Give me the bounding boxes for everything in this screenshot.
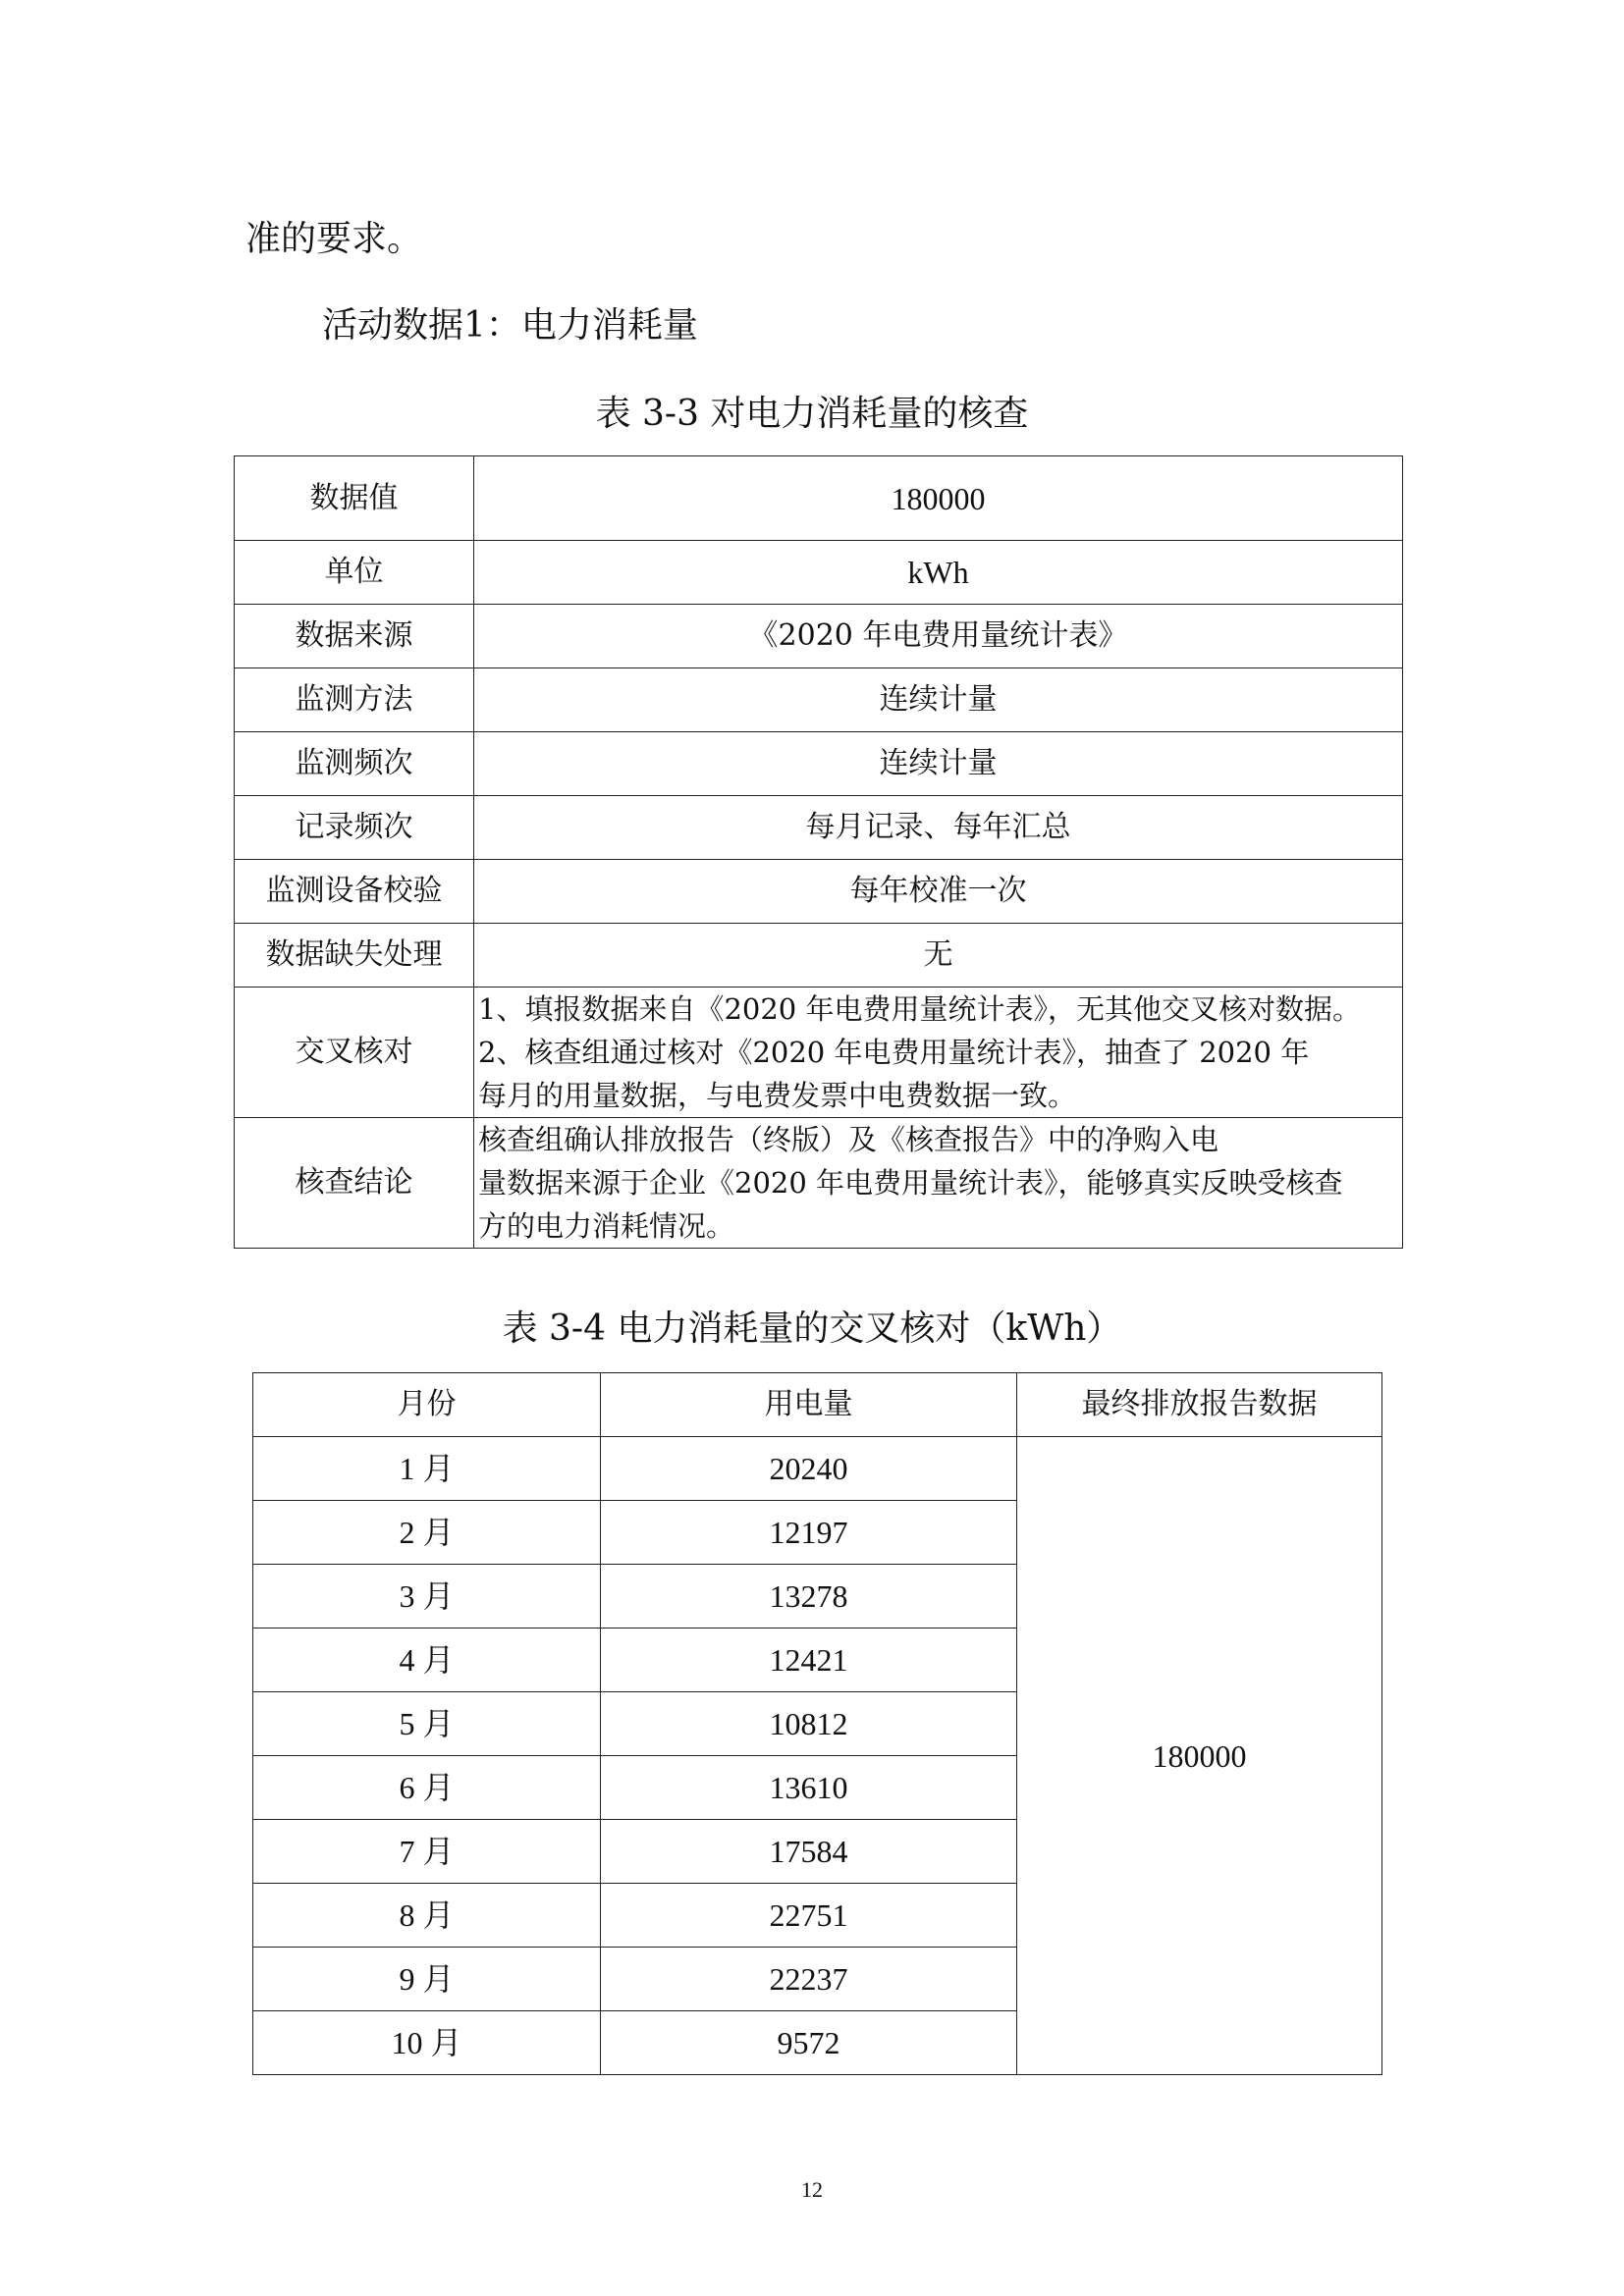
month-cell: 5 月 xyxy=(253,1692,601,1756)
table-header-row xyxy=(253,1373,1382,1437)
month-cell: 3 月 xyxy=(253,1565,601,1629)
usage-cell: 9572 xyxy=(601,2011,1017,2075)
usage-cell: 12197 xyxy=(601,1501,1017,1565)
month-cell: 10 月 xyxy=(253,2011,601,2075)
header-final-report: 最终排放报告数据 xyxy=(1017,1373,1382,1437)
table-3-4 xyxy=(252,1372,1382,2075)
row-label: 数据来源 xyxy=(235,605,474,668)
row-label: 记录频次 xyxy=(235,796,474,860)
month-cell: 2 月 xyxy=(253,1501,601,1565)
row-label: 监测频次 xyxy=(235,732,474,796)
paragraph-continuation: 准的要求。 xyxy=(245,219,423,259)
month-cell: 1 月 xyxy=(253,1437,601,1501)
usage-cell: 13278 xyxy=(601,1565,1017,1629)
table-3-4-caption: 表 3-4 电力消耗量的交叉核对（kWh） xyxy=(502,1308,1122,1349)
row-value: 每年校准一次 xyxy=(474,860,1403,924)
row-label: 数据缺失处理 xyxy=(235,924,474,988)
cross-check-line-2: 2、核查组通过核对《2020 年电费用量统计表》，抽查了 2020 年 xyxy=(478,1036,1310,1069)
page-number: 12 xyxy=(801,2177,823,2202)
row-value: 无 xyxy=(474,924,1403,988)
table-row-cross-check xyxy=(235,988,1403,1118)
table-row xyxy=(235,541,1403,605)
table-row xyxy=(253,1437,1382,1501)
cross-check-line-3: 每月的用量数据，与电费发票中电费数据一致。 xyxy=(478,1079,1077,1112)
row-value: 连续计量 xyxy=(474,668,1403,732)
header-usage: 用电量 xyxy=(601,1373,1017,1437)
final-report-value: 180000 xyxy=(1017,1437,1382,2075)
table-row xyxy=(235,605,1403,668)
month-cell: 4 月 xyxy=(253,1629,601,1692)
table-row xyxy=(235,456,1403,541)
row-label: 数据值 xyxy=(235,456,474,541)
month-cell: 6 月 xyxy=(253,1756,601,1820)
cross-check-text xyxy=(474,988,1403,1118)
table-row-conclusion xyxy=(235,1118,1403,1249)
usage-cell: 22751 xyxy=(601,1884,1017,1948)
row-label: 交叉核对 xyxy=(235,988,474,1118)
usage-cell: 17584 xyxy=(601,1820,1017,1884)
row-label: 核查结论 xyxy=(235,1118,474,1249)
row-value: 连续计量 xyxy=(474,732,1403,796)
row-value: 180000 xyxy=(474,456,1403,541)
month-cell: 7 月 xyxy=(253,1820,601,1884)
header-month: 月份 xyxy=(253,1373,601,1437)
usage-cell: 22237 xyxy=(601,1948,1017,2011)
table-row xyxy=(235,732,1403,796)
usage-cell: 10812 xyxy=(601,1692,1017,1756)
table-row xyxy=(235,668,1403,732)
month-cell: 8 月 xyxy=(253,1884,601,1948)
usage-cell: 12421 xyxy=(601,1629,1017,1692)
cross-check-line-1: 1、填报数据来自《2020 年电费用量统计表》，无其他交叉核对数据。 xyxy=(478,992,1361,1026)
row-label: 监测方法 xyxy=(235,668,474,732)
conclusion-text xyxy=(474,1118,1403,1249)
table-row xyxy=(235,796,1403,860)
table-row xyxy=(235,924,1403,988)
row-value: 每月记录、每年汇总 xyxy=(474,796,1403,860)
table-3-3 xyxy=(234,455,1403,1249)
table-3-3-caption: 表 3-3 对电力消耗量的核查 xyxy=(595,394,1029,434)
row-label: 监测设备校验 xyxy=(235,860,474,924)
table-row xyxy=(235,860,1403,924)
activity-data-heading: 活动数据1：电力消耗量 xyxy=(322,305,698,346)
month-cell: 9 月 xyxy=(253,1948,601,2011)
row-value: kWh xyxy=(474,541,1403,605)
usage-cell: 20240 xyxy=(601,1437,1017,1501)
usage-cell: 13610 xyxy=(601,1756,1017,1820)
row-value: 《2020 年电费用量统计表》 xyxy=(474,605,1403,668)
conclusion-line-3: 方的电力消耗情况。 xyxy=(478,1209,735,1243)
conclusion-line-1: 核查组确认排放报告（终版）及《核查报告》中的净购入电 xyxy=(478,1123,1219,1156)
row-label: 单位 xyxy=(235,541,474,605)
conclusion-line-2: 量数据来源于企业《2020 年电费用量统计表》，能够真实反映受核查 xyxy=(478,1166,1343,1200)
